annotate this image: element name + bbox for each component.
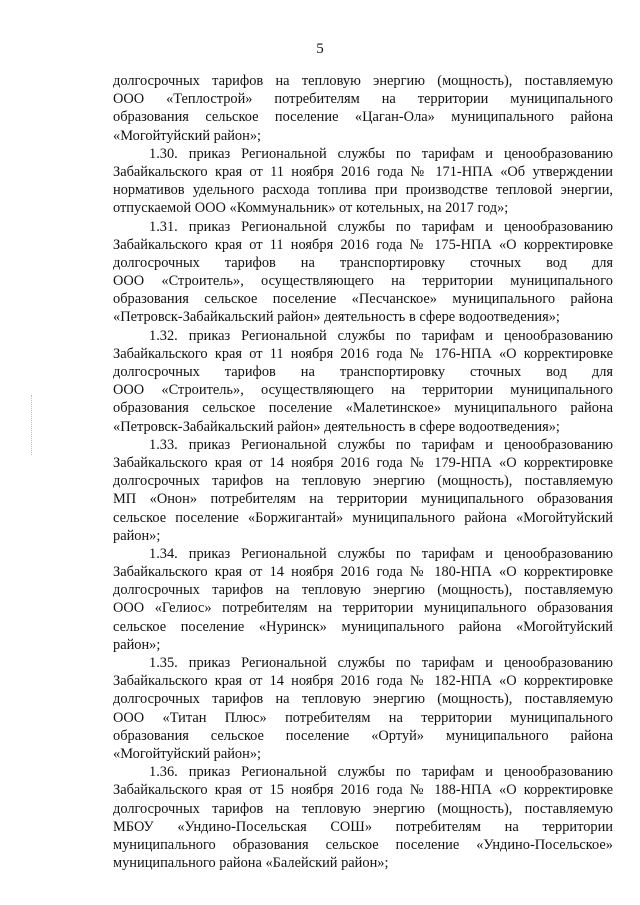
text-line: ООО «Строитель», осуществляющего на территории муниципального [113, 273, 613, 290]
text-line: Забайкальского края от 14 ноября 2016 года № 180-НПА «О корректировке [113, 564, 613, 581]
text-line: долгосрочных тарифов на транспортировку сточных вод для [113, 254, 613, 271]
text-line: долгосрочных тарифов на тепловую энергию (мощность), поставляемую [113, 73, 613, 89]
text-line: муниципального района «Балейский район»; [113, 855, 389, 872]
text-line: Забайкальского края от 15 ноября 2016 года № 188-НПА «О корректировке [113, 782, 613, 799]
text-line: МБОУ «Ундино-Посельская СОШ» потребителям на территории [113, 818, 613, 835]
text-line: район»; [113, 636, 161, 653]
scan-margin-mark [31, 395, 33, 455]
text-line: Забайкальского края от 14 ноября 2016 года № 179-НПА «О корректировке [113, 454, 613, 471]
text-line: Забайкальского края от 14 ноября 2016 года № 182-НПА «О корректировке [113, 673, 613, 690]
paragraph-continuation [113, 72, 613, 145]
text-line: ООО «Гелиос» потребителям на территории муниципального образования [113, 600, 613, 617]
text-line: отпускаемой ООО «Коммунальник» от котельных, на 2017 год»; [113, 200, 509, 217]
text-line: «Петровск-Забайкальский район» деятельность в сфере водоотведения»; [113, 418, 560, 435]
text-line: ООО «Строитель», осуществляющего на территории муниципального [113, 382, 613, 399]
text-line: образования сельское поселение «Малетинское» муниципального района [113, 400, 613, 417]
text-line: Забайкальского края от 11 ноября 2016 года № 176-НПА «О корректировке [113, 345, 613, 362]
text-line: 1.34. приказ Региональной службы по тарифам и ценообразованию [149, 545, 613, 562]
text-line: 1.35. приказ Региональной службы по тарифам и ценообразованию [149, 655, 613, 671]
text-line: «Петровск-Забайкальский район» деятельность в сфере водоотведения»; [113, 309, 560, 326]
text-line: образования сельское поселение «Песчанское» муниципального района [113, 291, 613, 308]
paragraph-1-36 [113, 763, 613, 872]
paragraph-1-32 [113, 327, 613, 436]
document-body [113, 72, 613, 872]
paragraph-1-31 [113, 218, 613, 327]
paragraph-1-35 [113, 654, 613, 763]
text-line: 1.31. приказ Региональной службы по тарифам и ценообразованию [149, 218, 613, 235]
text-line: долгосрочных тарифов на тепловую энергию (мощность), поставляемую [113, 582, 613, 599]
page-number: 5 [316, 41, 324, 57]
text-line: долгосрочных тарифов на тепловую энергию (мощность), поставляемую [113, 691, 613, 708]
text-line: 1.33. приказ Региональной службы по тарифам и ценообразованию [149, 436, 613, 453]
text-line: 1.30. приказ Региональной службы по тарифам и ценообразованию [149, 145, 613, 162]
text-line: Забайкальского края от 11 ноября 2016 года № 171-НПА «Об утверждении [113, 163, 613, 180]
paragraph-1-30 [113, 145, 613, 218]
text-line: район»; [113, 527, 161, 544]
text-line: долгосрочных тарифов на тепловую энергию (мощность), поставляемую [113, 800, 613, 817]
paragraph-1-33 [113, 436, 613, 545]
text-line: «Могойтуйский район»; [113, 745, 262, 762]
text-line: долгосрочных тарифов на транспортировку сточных вод для [113, 364, 613, 380]
text-line: муниципального образования сельское поселение «Ундино-Посельское» [113, 836, 613, 853]
text-line: Забайкальского края от 11 ноября 2016 года № 175-НПА «О корректировке [113, 236, 613, 253]
text-line: сельское поселение «Нуринск» муниципального района «Могойтуйский [113, 618, 613, 635]
text-line: 1.32. приказ Региональной службы по тарифам и ценообразованию [149, 327, 613, 344]
text-line: МП «Онон» потребителям на территории муниципального образования [113, 491, 613, 508]
text-line: ООО «Титан Плюс» потребителям на территории муниципального [113, 709, 613, 726]
text-line: сельское поселение «Боржигантай» муниципального района «Могойтуйский [113, 509, 613, 526]
text-line: образования сельское поселение «Ортуй» муниципального района [113, 727, 613, 744]
text-line: ООО «Теплострой» потребителям на территории муниципального [113, 91, 613, 108]
text-line: «Могойтуйский район»; [113, 127, 262, 144]
paragraph-1-34 [113, 545, 613, 654]
text-line: долгосрочных тарифов на тепловую энергию (мощность), поставляемую [113, 473, 613, 490]
text-line: 1.36. приказ Региональной службы по тарифам и ценообразованию [149, 764, 613, 781]
text-line: образования сельское поселение «Цаган-Ола» муниципального района [113, 109, 613, 126]
text-line: нормативов удельного расхода топлива при производстве тепловой энергии, [113, 182, 613, 199]
